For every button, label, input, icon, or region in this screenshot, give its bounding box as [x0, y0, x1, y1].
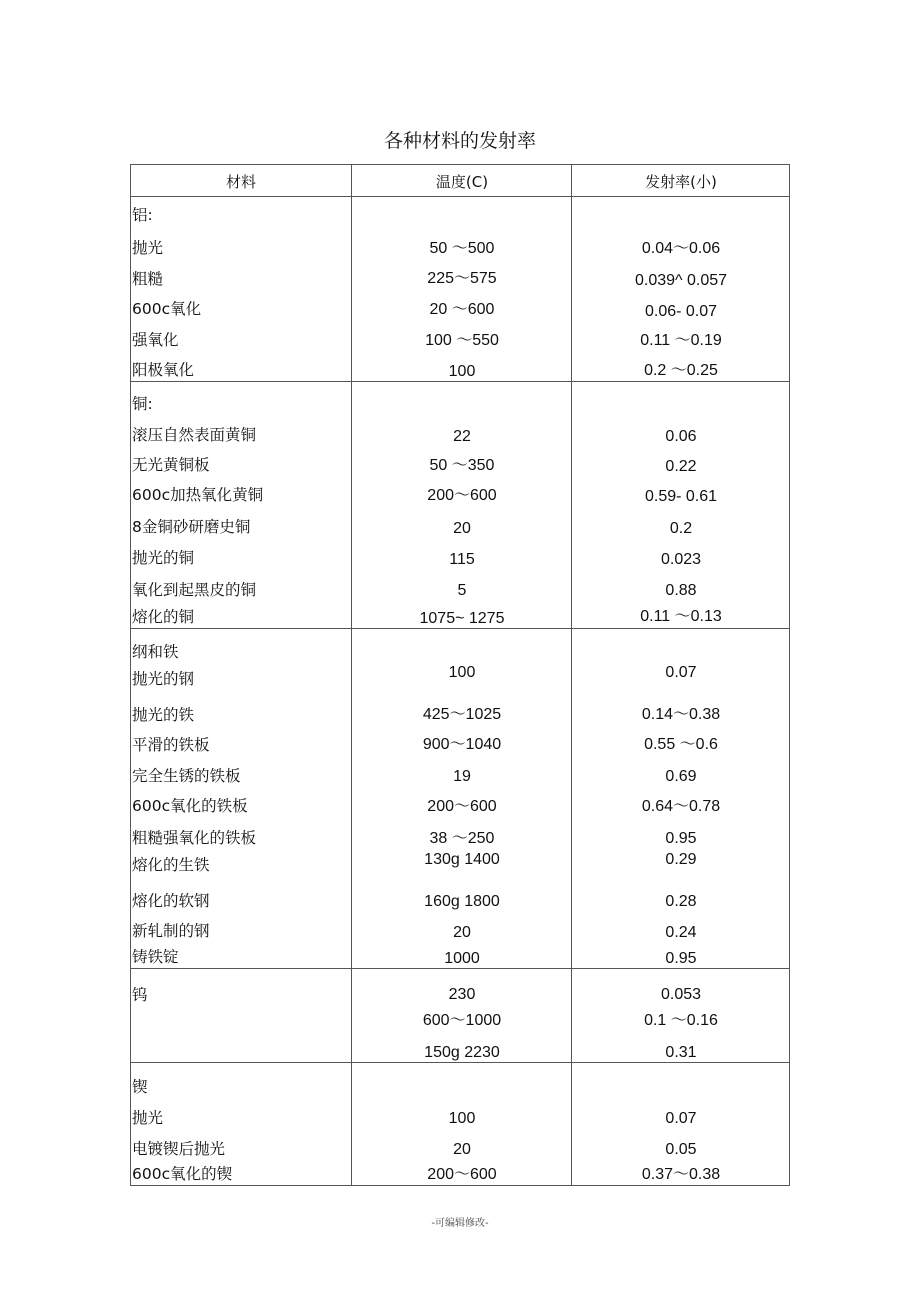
temperature-cell: 150g 2230 — [424, 1044, 500, 1061]
material-cell: 粗糙 — [132, 270, 164, 288]
temperature-cell: 50 ～500 — [429, 240, 495, 257]
emissivity-cell: 0.06- 0.07 — [644, 303, 718, 320]
temperature-cell: 50 ～350 — [429, 457, 495, 474]
material-cell: 新轧制的钢 — [132, 922, 210, 940]
emissivity-cell: 0.05 — [665, 1141, 697, 1158]
section-aluminum: 铝: — [132, 206, 153, 224]
temperature-cell: 160g 1800 — [424, 893, 500, 910]
material-cell: 铸铁锭 — [132, 948, 179, 966]
temperature-cell: 1075~ 1275 — [419, 610, 505, 627]
header-material: 材料 — [225, 173, 256, 191]
section-nickel: 锲 — [132, 1078, 148, 1096]
temperature-cell: 115 — [449, 551, 475, 568]
header-emissivity: 发射率(小) — [645, 173, 717, 191]
emissivity-cell: 0.07 — [665, 1110, 697, 1127]
material-cell: 无光黄铜板 — [132, 456, 210, 474]
material-cell: 熔化的铜 — [132, 608, 195, 626]
emissivity-cell: 0.06 — [665, 428, 697, 445]
temperature-cell: 20 ～600 — [429, 301, 495, 318]
emissivity-cell: 0.039^ 0.057 — [634, 272, 728, 289]
emissivity-cell: 0.31 — [665, 1044, 697, 1061]
temperature-cell: 5 — [457, 582, 467, 599]
material-cell: 抛光的铁 — [132, 706, 195, 724]
temperature-cell: 100 — [448, 664, 476, 681]
material-cell: 熔化的生铁 — [132, 856, 210, 874]
temperature-cell: 200～600 — [427, 487, 497, 504]
emissivity-cell: 0.11 ～0.19 — [640, 332, 722, 349]
emissivity-cell: 0.053 — [660, 986, 702, 1003]
section-tungsten: 钨 — [132, 986, 148, 1004]
section-copper: 铜: — [132, 395, 153, 413]
page-footer: -可编辑修改- — [431, 1218, 489, 1229]
row-divider — [131, 196, 789, 197]
temperature-cell: 225～575 — [427, 270, 497, 287]
emissivity-cell: 0.59- 0.61 — [644, 488, 718, 505]
emissivity-cell: 0.2 ～0.25 — [644, 362, 718, 379]
material-cell: 抛光的钢 — [132, 670, 195, 688]
temperature-cell: 19 — [453, 768, 471, 785]
emissivity-cell: 0.28 — [665, 893, 697, 910]
material-cell: 600c氧化的锲 — [132, 1165, 233, 1183]
temperature-cell: 230 — [448, 986, 476, 1003]
emissivity-cell: 0.22 — [665, 458, 697, 475]
temperature-cell: 200～600 — [427, 1166, 497, 1183]
material-cell: 600c氧化的铁板 — [132, 797, 248, 815]
temperature-cell: 38 ～250 — [429, 830, 495, 847]
emissivity-cell: 0.2 — [669, 520, 693, 537]
temperature-cell: 900～1040 — [422, 736, 502, 753]
emissivity-cell: 0.04～0.06 — [641, 240, 721, 257]
emissivity-cell: 0.64～0.78 — [641, 798, 721, 815]
material-cell: 平滑的铁板 — [132, 736, 210, 754]
header-temperature: 温度(C) — [435, 173, 489, 191]
material-cell: 滚压自然表面黄铜 — [132, 426, 257, 444]
emissivity-cell: 0.37～0.38 — [641, 1166, 721, 1183]
temperature-cell: 22 — [453, 428, 471, 445]
material-cell: 抛光的铜 — [132, 549, 195, 567]
temperature-cell: 100 — [448, 1110, 476, 1127]
temperature-cell: 200～600 — [427, 798, 497, 815]
emissivity-cell: 0.88 — [665, 582, 697, 599]
material-cell: 氧化到起黑皮的铜 — [132, 581, 257, 599]
material-cell: 粗糙强氧化的铁板 — [132, 829, 257, 847]
emissivity-cell: 0.95 — [665, 830, 697, 847]
emissivity-cell: 0.023 — [660, 551, 702, 568]
emissivity-cell: 0.24 — [665, 924, 697, 941]
page-title: 各种材料的发射率 — [383, 130, 536, 152]
material-cell: 600c加热氧化黄铜 — [132, 486, 264, 504]
section-steel-iron: 纲和铁 — [132, 643, 179, 661]
emissivity-cell: 0.11 ～0.13 — [640, 608, 722, 625]
temperature-cell: 20 — [453, 1141, 471, 1158]
material-cell: 熔化的软钢 — [132, 892, 210, 910]
material-cell: 抛光 — [132, 1109, 164, 1127]
temperature-cell: 20 — [453, 924, 471, 941]
temperature-cell: 20 — [453, 520, 471, 537]
emissivity-cell: 0.95 — [665, 950, 697, 967]
material-cell: 完全生锈的铁板 — [132, 767, 241, 785]
emissivity-cell: 0.07 — [665, 664, 697, 681]
material-cell: 电镀锲后抛光 — [132, 1140, 226, 1158]
emissivity-cell: 0.29 — [665, 851, 697, 868]
emissivity-cell: 0.55 ～0.6 — [644, 736, 718, 753]
temperature-cell: 600～1000 — [422, 1012, 502, 1029]
emissivity-table — [130, 164, 790, 1186]
emissivity-cell: 0.1 ～0.16 — [644, 1012, 718, 1029]
temperature-cell: 425～1025 — [422, 706, 502, 723]
material-cell: 600c氧化 — [132, 300, 202, 318]
material-cell: 抛光 — [132, 239, 164, 257]
temperature-cell: 130g 1400 — [424, 851, 500, 868]
emissivity-cell: 0.14～0.38 — [641, 706, 721, 723]
temperature-cell: 100 ～550 — [425, 332, 499, 349]
emissivity-cell: 0.69 — [665, 768, 697, 785]
temperature-cell: 1000 — [444, 950, 480, 967]
material-cell: 强氧化 — [132, 331, 179, 349]
material-cell: 阳极氧化 — [132, 361, 195, 379]
material-cell: 8金铜砂研磨史铜 — [132, 518, 251, 536]
temperature-cell: 100 — [448, 363, 476, 380]
